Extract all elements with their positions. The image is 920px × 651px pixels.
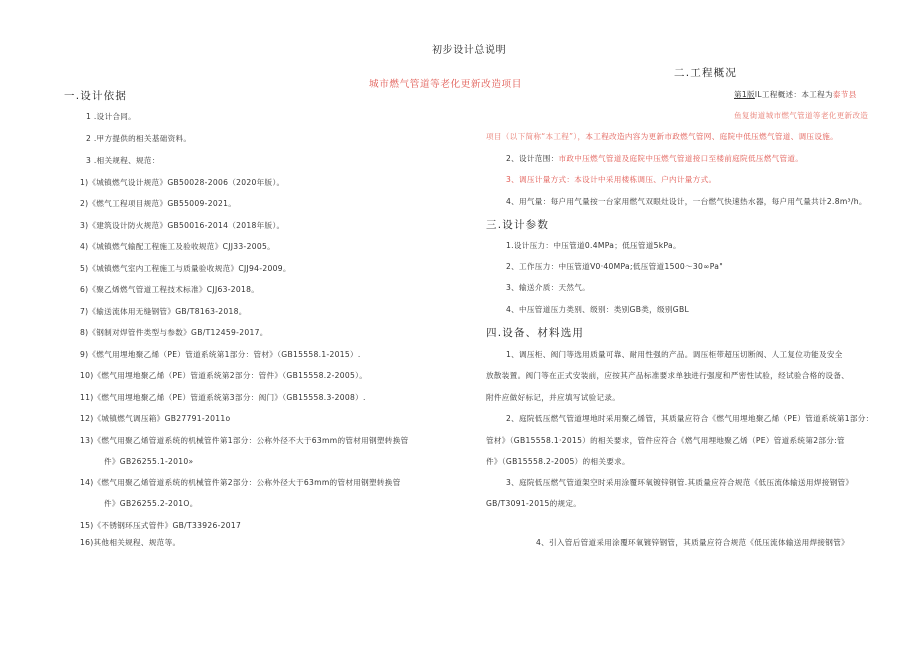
- param-item: 2、工作压力：中压管道V0·40MPa;低压管道1500～30∞Pa": [506, 262, 724, 271]
- code-item: 2)《燃气工程项目规范》GB55009-2021。: [80, 199, 237, 208]
- code-item: 10)《燃气用埋地聚乙烯（PE）管道系统第2部分：管件》（GB15558.2-2005）。: [80, 371, 368, 380]
- equipment-text: GB/T3091-2015的规定。: [486, 499, 582, 508]
- design-scope: [506, 155, 803, 163]
- basis-item: 3 .相关规程、规范：: [86, 156, 160, 165]
- code-item: 6)《聚乙烯燃气管道工程技术标准》CJJ63-2018。: [80, 285, 260, 294]
- code-item: 5)《城镇燃气室内工程施工与质量验收规范》CJJ94-2009。: [80, 264, 291, 273]
- overview-line-3: [486, 133, 838, 141]
- equipment-text: 放散装置。阀门等在正式安装前，应按其产品标准要求单独进行强度和严密性试验，经试验合格的设备、: [486, 371, 850, 380]
- equipment-text: 2、庭院低压燃气管道埋地时采用聚乙烯管，其质量应符合《燃气用埋地聚乙烯（PE）管道系统第1部分：: [506, 414, 874, 423]
- param-item: 3、输送介质：天然气。: [506, 283, 591, 292]
- section-heading-equipment: 四.设备、材料选用: [486, 327, 585, 339]
- equipment-text: 3、庭院低压燃气管道架空时采用涂覆环氧镀锌钢管.其质量应符合规范《低压流体输送用焊接钢管》: [506, 478, 854, 487]
- overview-line-2: 鱼复街道城市燃气管道等老化更新改造: [734, 111, 869, 120]
- section-heading-parameters: 三.设计参数: [486, 219, 550, 231]
- code-item: 3)《建筑设计防火规范》GB50016-2014（2018年版）。: [80, 221, 285, 230]
- project-name: 城市燃气管道等老化更新改造项目: [369, 79, 522, 90]
- code-item: 8)《钢制对焊管件类型与参数》GB/T12459-2017。: [80, 328, 268, 337]
- section-heading-overview: 二.工程概况: [674, 67, 738, 79]
- scope-label: 2、设计范围：: [506, 154, 559, 163]
- gas-consumption: 4、用气量：每户用气量按一台家用燃气双眼灶设计，一台燃气快速热水器，每户用气量共计2.8m³/h。: [506, 197, 867, 206]
- code-item: 1)《城镇燃气设计规范》GB50028-2006（2020年版）。: [80, 178, 285, 187]
- code-item: 15)《不锈钢环压式管件》GB/T33926-2017: [80, 521, 242, 530]
- equipment-text: 附件应做好标记，并应填写试验记录。: [486, 393, 621, 402]
- code-item: 12)《城镇燃气调压箱》GB27791-2011o: [80, 414, 231, 423]
- document-title: 初步设计总说明: [432, 45, 507, 56]
- overview-county: 泰节县: [832, 90, 857, 99]
- overview-text: lL工程概述：本工程为: [754, 90, 833, 99]
- code-item: 16)其他相关规程、规范等。: [80, 538, 181, 547]
- code-item: 9)《燃气用埋地聚乙烯（PE）管道系统第1部分：管材》（GB15558.1-2015）.: [80, 350, 361, 359]
- overview-text: 项目（以下简称“本工程”），: [486, 132, 586, 141]
- overview-content: 本工程改造内容为更新市政燃气管网、庭院中低压燃气管道、调压设施。: [585, 132, 839, 141]
- basis-item: 2 .甲方提供的相关基础资料。: [86, 134, 192, 143]
- scope-text: 市政中压燃气管道及庭院中压燃气管道接口至楼前庭院低压燃气管道。: [558, 154, 804, 163]
- code-item: 14)《燃气用聚乙烯管道系统的机械管件第2部分：公称外径大于63mm的管材用钢塑转换管: [80, 478, 401, 487]
- overview-line-1: [734, 91, 857, 99]
- code-item-continuation: 件》GB26255.1-2010»: [104, 457, 194, 466]
- equipment-text: 件》（GB15558.2-2005）的相关要求。: [486, 457, 630, 466]
- equipment-text: 1、调压柜、阀门等选用质量可靠、耐用性强的产品。调压柜带超压切断阀、人工复位功能及安全: [506, 350, 843, 359]
- basis-item: 1 .设计合同。: [86, 112, 137, 121]
- code-item: 4)《城镇燃气输配工程施工及验收规范》CJJ33-2005。: [80, 242, 275, 251]
- edition-label: 第1版: [734, 90, 755, 99]
- param-item: 4、中压管道压力类别、级别：类别GB类，级别GBL: [506, 305, 690, 314]
- section-heading-design-basis: 一.设计依据: [64, 90, 128, 102]
- metering-method: 3、调压计量方式：本设计中采用楼栋调压、户内计量方式。: [506, 175, 717, 184]
- param-item: 1.设计压力：中压管道0.4MPa；低压管道5kPa。: [506, 241, 681, 250]
- code-item: 7)《输送流体用无缝钢管》GB/T8163-2018。: [80, 307, 247, 316]
- equipment-text: 4、引入管后管道采用涂覆环氧镀锌钢管，其质量应符合规范《低压流体输送用焊接钢管》: [536, 538, 849, 547]
- code-item-continuation: 件》GB26255.2-201O。: [104, 499, 198, 508]
- code-item: 13)《燃气用聚乙烯管道系统的机械管件第1部分：公称外径不大于63mm的管材用钢塑转换管: [80, 436, 409, 445]
- equipment-text: 管材》（GB15558.1·2015）的相关要求，管件应符合《燃气用埋地聚乙烯（PE）管道系统第2部分:管: [486, 436, 845, 445]
- code-item: 11)《燃气用埋地聚乙烯（PE）管道系统第3部分：阀门》（GB15558.3-2008）.: [80, 393, 366, 402]
